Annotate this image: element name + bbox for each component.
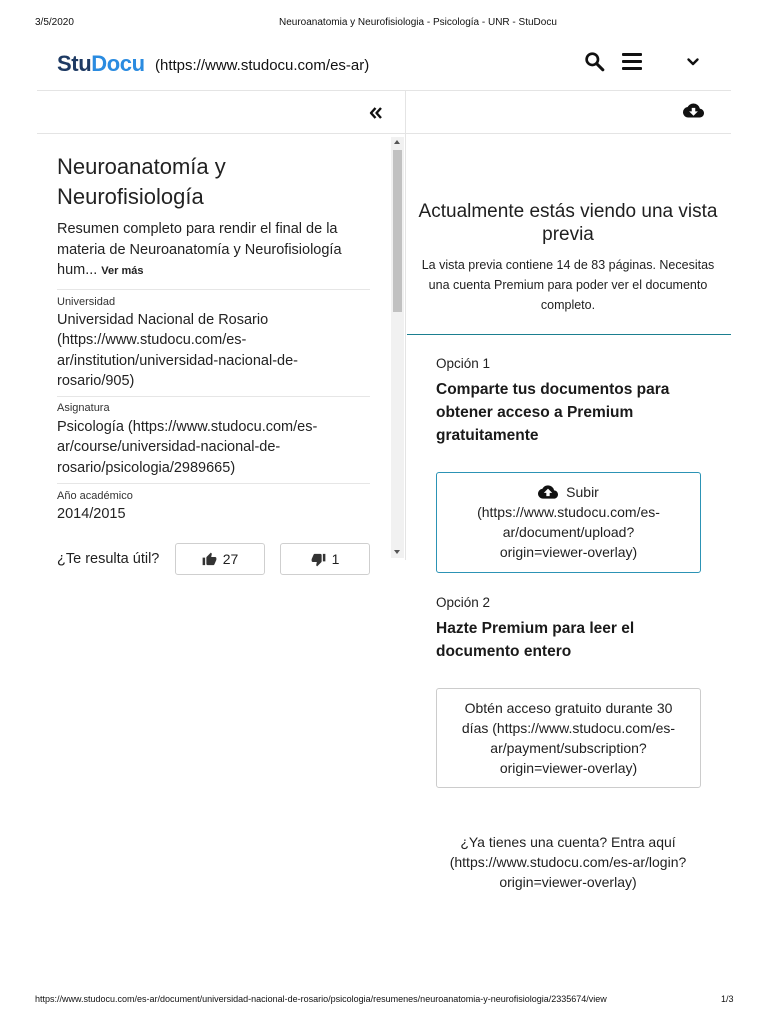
left-toolbar-divider (37, 133, 405, 134)
upload-button[interactable] (436, 472, 701, 573)
cloud-download-icon[interactable] (683, 100, 704, 121)
university-line: (https://www.studocu.com/es- (57, 332, 247, 349)
thumbs-up-icon (202, 552, 217, 567)
login-link[interactable] (405, 832, 731, 892)
see-more-link[interactable]: Ver más (101, 265, 144, 277)
summary-line: materia de Neuroanatomía y Neurofisiología (57, 241, 342, 258)
course-line: rosario/psicologia/2989665) (57, 459, 236, 476)
academic-year-value: 2014/2015 (57, 506, 126, 522)
double-chevron-left-icon[interactable] (369, 106, 383, 120)
upload-button-line: (https://www.studocu.com/es- (477, 504, 660, 520)
academic-year-label: Año académico (57, 490, 133, 502)
preview-description (405, 255, 731, 315)
premium-trial-button[interactable] (436, 688, 701, 788)
like-button[interactable] (175, 543, 265, 575)
premium-button-line: días (https://www.studocu.com/es- (461, 720, 676, 736)
preview-notice (405, 200, 731, 246)
print-page-number: 1/3 (721, 994, 734, 1004)
login-line: origin=viewer-overlay) (499, 874, 637, 890)
dislike-button[interactable] (280, 543, 370, 575)
right-toolbar-divider (405, 133, 731, 134)
like-count: 27 (222, 551, 239, 567)
university-line: ar/institution/universidad-nacional-de- (57, 352, 298, 369)
scroll-up-arrow-icon[interactable] (394, 140, 400, 144)
university-value[interactable] (57, 310, 298, 391)
field-divider (57, 483, 370, 484)
premium-button-line: Obtén acceso gratuito durante 30 (464, 700, 673, 716)
scrollbar-thumb[interactable] (393, 150, 402, 312)
course-line: Psicología (https://www.studocu.com/es- (57, 419, 318, 435)
logo-part-stu: Stu (57, 51, 92, 76)
login-line: ¿Ya tienes una cuenta? Entra aquí (460, 834, 676, 850)
preview-divider (407, 334, 731, 335)
premium-button-line: ar/payment/subscription? (490, 740, 647, 756)
menu-icon[interactable] (622, 53, 642, 70)
header-divider (37, 90, 731, 91)
document-info-panel (57, 140, 370, 567)
panel-divider (405, 90, 406, 560)
university-line: Universidad Nacional de Rosario (57, 312, 269, 328)
print-date: 3/5/2020 (35, 17, 74, 28)
premium-button-line: origin=viewer-overlay) (499, 760, 638, 776)
field-divider (57, 396, 370, 397)
preview-text: La vista previa contiene 14 de 83 páginas. Necesitas una cuenta Premium para poder ver el documento completo. (421, 258, 715, 312)
panel-scrollbar[interactable] (391, 137, 404, 558)
course-label: Asignatura (57, 402, 110, 414)
upload-button-line: origin=viewer-overlay) (499, 544, 638, 560)
print-footer-url: https://www.studocu.com/es-ar/document/universidad-nacional-de-rosario/psicologia/resumenes/neuroanatomia-y-neurofisiologia/2335674/view (35, 994, 607, 1004)
course-value[interactable] (57, 417, 317, 478)
university-label: Universidad (57, 296, 116, 308)
option-1-label: Opción 1 (436, 356, 491, 371)
chevron-down-icon[interactable] (687, 58, 699, 66)
summary-line: Resumen completo para rendir el final de la (57, 221, 338, 237)
upload-button-line: ar/document/upload? (502, 524, 635, 540)
option-2-heading: Hazte Premium para leer el documento entero (436, 620, 635, 660)
option-2-label: Opción 2 (436, 595, 491, 610)
preview-heading: Actualmente estás viendo una vista previa (418, 201, 718, 245)
studocu-logo[interactable] (57, 51, 145, 77)
print-title: Neuroanatomia y Neurofisiologia - Psicología - UNR - StuDocu (279, 17, 557, 28)
summary-line: hum... (57, 262, 98, 278)
upload-button-label: Subir (566, 484, 599, 500)
dislike-count: 1 (331, 551, 340, 567)
document-title: Neuroanatomía y Neurofisiología (57, 154, 226, 209)
logo-part-docu: Docu (91, 51, 145, 76)
university-line: rosario/905) (57, 372, 135, 389)
document-summary (57, 219, 370, 282)
option-1-heading: Comparte tus documentos para obtener acceso a Premium gratuitamente (436, 381, 670, 444)
thumbs-down-icon (311, 552, 326, 567)
scroll-down-arrow-icon[interactable] (394, 550, 400, 554)
home-link[interactable]: (https://www.studocu.com/es-ar) (155, 57, 370, 74)
cloud-upload-icon (538, 482, 558, 502)
login-line: (https://www.studocu.com/es-ar/login? (449, 854, 687, 870)
helpful-question: ¿Te resulta útil? (57, 551, 160, 567)
search-icon[interactable] (584, 51, 605, 72)
course-line: ar/course/universidad-nacional-de- (57, 439, 281, 456)
field-divider (57, 289, 370, 290)
